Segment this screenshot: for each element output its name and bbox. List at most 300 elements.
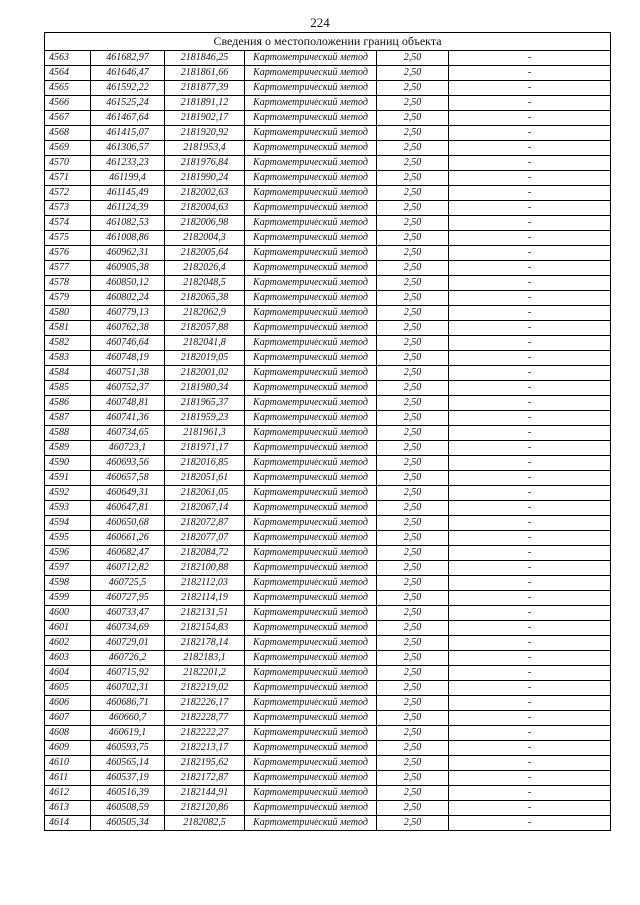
- note-cell: -: [449, 726, 611, 741]
- method-cell: Картометрический метод: [245, 636, 377, 651]
- x-coordinate-cell: 460508,59: [91, 801, 165, 816]
- y-coordinate-cell: 2182084,72: [165, 546, 245, 561]
- x-coordinate-cell: 460619,1: [91, 726, 165, 741]
- accuracy-cell: 2,50: [377, 516, 449, 531]
- y-coordinate-cell: 2182026,4: [165, 261, 245, 276]
- point-number-cell: 4589: [45, 441, 91, 456]
- x-coordinate-cell: 460850,12: [91, 276, 165, 291]
- y-coordinate-cell: 2182082,5: [165, 816, 245, 831]
- point-number-cell: 4595: [45, 531, 91, 546]
- table-row: [45, 276, 611, 291]
- accuracy-cell: 2,50: [377, 411, 449, 426]
- y-coordinate-cell: 2182077,07: [165, 531, 245, 546]
- accuracy-cell: 2,50: [377, 366, 449, 381]
- x-coordinate-cell: 460726,2: [91, 651, 165, 666]
- accuracy-cell: 2,50: [377, 756, 449, 771]
- table-caption: Сведения о местоположении границ объекта: [45, 33, 611, 51]
- y-coordinate-cell: 2182051,61: [165, 471, 245, 486]
- method-cell: Картометрический метод: [245, 411, 377, 426]
- accuracy-cell: 2,50: [377, 156, 449, 171]
- x-coordinate-cell: 460647,81: [91, 501, 165, 516]
- note-cell: -: [449, 621, 611, 636]
- y-coordinate-cell: 2182195,62: [165, 756, 245, 771]
- accuracy-cell: 2,50: [377, 171, 449, 186]
- y-coordinate-cell: 2181902,17: [165, 111, 245, 126]
- x-coordinate-cell: 460725,5: [91, 576, 165, 591]
- y-coordinate-cell: 2182201,2: [165, 666, 245, 681]
- x-coordinate-cell: 461145,49: [91, 186, 165, 201]
- table-row: [45, 201, 611, 216]
- accuracy-cell: 2,50: [377, 51, 449, 66]
- y-coordinate-cell: 2182178,14: [165, 636, 245, 651]
- y-coordinate-cell: 2182172,87: [165, 771, 245, 786]
- note-cell: -: [449, 276, 611, 291]
- y-coordinate-cell: 2182100,88: [165, 561, 245, 576]
- method-cell: Картометрический метод: [245, 456, 377, 471]
- method-cell: Картометрический метод: [245, 546, 377, 561]
- point-number-cell: 4566: [45, 96, 91, 111]
- table-row: [45, 636, 611, 651]
- x-coordinate-cell: 461082,53: [91, 216, 165, 231]
- accuracy-cell: 2,50: [377, 186, 449, 201]
- x-coordinate-cell: 460593,75: [91, 741, 165, 756]
- table-row: [45, 516, 611, 531]
- note-cell: -: [449, 516, 611, 531]
- x-coordinate-cell: 460751,38: [91, 366, 165, 381]
- point-number-cell: 4565: [45, 81, 91, 96]
- table-row: [45, 336, 611, 351]
- y-coordinate-cell: 2181959,23: [165, 411, 245, 426]
- table-row: [45, 696, 611, 711]
- y-coordinate-cell: 2182067,14: [165, 501, 245, 516]
- point-number-cell: 4600: [45, 606, 91, 621]
- note-cell: -: [449, 741, 611, 756]
- table-row: [45, 816, 611, 831]
- x-coordinate-cell: 460752,37: [91, 381, 165, 396]
- method-cell: Картометрический метод: [245, 366, 377, 381]
- method-cell: Картометрический метод: [245, 216, 377, 231]
- method-cell: Картометрический метод: [245, 141, 377, 156]
- table-row: [45, 501, 611, 516]
- accuracy-cell: 2,50: [377, 141, 449, 156]
- note-cell: -: [449, 336, 611, 351]
- note-cell: -: [449, 486, 611, 501]
- table-row: [45, 771, 611, 786]
- point-number-cell: 4569: [45, 141, 91, 156]
- table-row: [45, 576, 611, 591]
- note-cell: -: [449, 201, 611, 216]
- y-coordinate-cell: 2182002,63: [165, 186, 245, 201]
- y-coordinate-cell: 2182112,03: [165, 576, 245, 591]
- note-cell: -: [449, 51, 611, 66]
- point-number-cell: 4598: [45, 576, 91, 591]
- x-coordinate-cell: 460741,36: [91, 411, 165, 426]
- y-coordinate-cell: 2181980,34: [165, 381, 245, 396]
- y-coordinate-cell: 2181976,84: [165, 156, 245, 171]
- method-cell: Картометрический метод: [245, 156, 377, 171]
- table-row: [45, 711, 611, 726]
- table-row: [45, 456, 611, 471]
- point-number-cell: 4580: [45, 306, 91, 321]
- table-row: [45, 291, 611, 306]
- y-coordinate-cell: 2182041,8: [165, 336, 245, 351]
- note-cell: -: [449, 351, 611, 366]
- note-cell: -: [449, 231, 611, 246]
- point-number-cell: 4586: [45, 396, 91, 411]
- x-coordinate-cell: 460693,56: [91, 456, 165, 471]
- x-coordinate-cell: 461525,24: [91, 96, 165, 111]
- point-number-cell: 4605: [45, 681, 91, 696]
- y-coordinate-cell: 2181953,4: [165, 141, 245, 156]
- method-cell: Картометрический метод: [245, 96, 377, 111]
- x-coordinate-cell: 460802,24: [91, 291, 165, 306]
- note-cell: -: [449, 801, 611, 816]
- point-number-cell: 4603: [45, 651, 91, 666]
- accuracy-cell: 2,50: [377, 276, 449, 291]
- y-coordinate-cell: 2182061,05: [165, 486, 245, 501]
- accuracy-cell: 2,50: [377, 306, 449, 321]
- table-row: [45, 81, 611, 96]
- note-cell: -: [449, 681, 611, 696]
- accuracy-cell: 2,50: [377, 666, 449, 681]
- point-number-cell: 4584: [45, 366, 91, 381]
- x-coordinate-cell: 460734,69: [91, 621, 165, 636]
- table-row: [45, 186, 611, 201]
- method-cell: Картометрический метод: [245, 381, 377, 396]
- note-cell: -: [449, 456, 611, 471]
- y-coordinate-cell: 2182019,05: [165, 351, 245, 366]
- table-row: [45, 261, 611, 276]
- table-row: [45, 246, 611, 261]
- method-cell: Картометрический метод: [245, 606, 377, 621]
- y-coordinate-cell: 2182004,63: [165, 201, 245, 216]
- accuracy-cell: 2,50: [377, 696, 449, 711]
- note-cell: -: [449, 156, 611, 171]
- table-row: [45, 546, 611, 561]
- note-cell: -: [449, 96, 611, 111]
- x-coordinate-cell: 460723,1: [91, 441, 165, 456]
- accuracy-cell: 2,50: [377, 531, 449, 546]
- table-row: [45, 741, 611, 756]
- point-number-cell: 4594: [45, 516, 91, 531]
- boundary-coordinates-table: [44, 32, 611, 831]
- accuracy-cell: 2,50: [377, 501, 449, 516]
- x-coordinate-cell: 460734,65: [91, 426, 165, 441]
- table-row: [45, 756, 611, 771]
- accuracy-cell: 2,50: [377, 351, 449, 366]
- method-cell: Картометрический метод: [245, 531, 377, 546]
- table-row: [45, 651, 611, 666]
- method-cell: Картометрический метод: [245, 66, 377, 81]
- point-number-cell: 4571: [45, 171, 91, 186]
- point-number-cell: 4568: [45, 126, 91, 141]
- y-coordinate-cell: 2182144,91: [165, 786, 245, 801]
- note-cell: -: [449, 126, 611, 141]
- method-cell: Картометрический метод: [245, 186, 377, 201]
- table-row: [45, 126, 611, 141]
- note-cell: -: [449, 606, 611, 621]
- note-cell: -: [449, 411, 611, 426]
- method-cell: Картометрический метод: [245, 486, 377, 501]
- table-row: [45, 351, 611, 366]
- table-row: [45, 591, 611, 606]
- x-coordinate-cell: 460779,13: [91, 306, 165, 321]
- accuracy-cell: 2,50: [377, 771, 449, 786]
- y-coordinate-cell: 2182114,19: [165, 591, 245, 606]
- point-number-cell: 4563: [45, 51, 91, 66]
- y-coordinate-cell: 2181971,17: [165, 441, 245, 456]
- point-number-cell: 4581: [45, 321, 91, 336]
- point-number-cell: 4609: [45, 741, 91, 756]
- method-cell: Картометрический метод: [245, 306, 377, 321]
- note-cell: -: [449, 141, 611, 156]
- accuracy-cell: 2,50: [377, 441, 449, 456]
- note-cell: -: [449, 216, 611, 231]
- accuracy-cell: 2,50: [377, 816, 449, 831]
- method-cell: Картометрический метод: [245, 756, 377, 771]
- note-cell: -: [449, 666, 611, 681]
- point-number-cell: 4604: [45, 666, 91, 681]
- method-cell: Картометрический метод: [245, 426, 377, 441]
- point-number-cell: 4602: [45, 636, 91, 651]
- x-coordinate-cell: 460733,47: [91, 606, 165, 621]
- x-coordinate-cell: 460657,58: [91, 471, 165, 486]
- x-coordinate-cell: 460962,31: [91, 246, 165, 261]
- table-row: [45, 561, 611, 576]
- note-cell: -: [449, 426, 611, 441]
- point-number-cell: 4572: [45, 186, 91, 201]
- point-number-cell: 4613: [45, 801, 91, 816]
- note-cell: -: [449, 816, 611, 831]
- method-cell: Картометрический метод: [245, 681, 377, 696]
- point-number-cell: 4597: [45, 561, 91, 576]
- point-number-cell: 4587: [45, 411, 91, 426]
- accuracy-cell: 2,50: [377, 201, 449, 216]
- x-coordinate-cell: 460748,19: [91, 351, 165, 366]
- note-cell: -: [449, 636, 611, 651]
- x-coordinate-cell: 460748,81: [91, 396, 165, 411]
- y-coordinate-cell: 2182154,83: [165, 621, 245, 636]
- y-coordinate-cell: 2181846,25: [165, 51, 245, 66]
- x-coordinate-cell: 460746,64: [91, 336, 165, 351]
- method-cell: Картометрический метод: [245, 621, 377, 636]
- note-cell: -: [449, 261, 611, 276]
- note-cell: -: [449, 66, 611, 81]
- point-number-cell: 4567: [45, 111, 91, 126]
- y-coordinate-cell: 2182226,17: [165, 696, 245, 711]
- point-number-cell: 4570: [45, 156, 91, 171]
- accuracy-cell: 2,50: [377, 636, 449, 651]
- x-coordinate-cell: 461199,4: [91, 171, 165, 186]
- y-coordinate-cell: 2182048,5: [165, 276, 245, 291]
- y-coordinate-cell: 2182183,1: [165, 651, 245, 666]
- x-coordinate-cell: 460712,82: [91, 561, 165, 576]
- y-coordinate-cell: 2182228,77: [165, 711, 245, 726]
- method-cell: Картометрический метод: [245, 651, 377, 666]
- point-number-cell: 4579: [45, 291, 91, 306]
- point-number-cell: 4573: [45, 201, 91, 216]
- point-number-cell: 4606: [45, 696, 91, 711]
- note-cell: -: [449, 396, 611, 411]
- point-number-cell: 4577: [45, 261, 91, 276]
- y-coordinate-cell: 2181891,12: [165, 96, 245, 111]
- method-cell: Картометрический метод: [245, 126, 377, 141]
- x-coordinate-cell: 460762,38: [91, 321, 165, 336]
- accuracy-cell: 2,50: [377, 726, 449, 741]
- method-cell: Картометрический метод: [245, 201, 377, 216]
- point-number-cell: 4575: [45, 231, 91, 246]
- table-row: [45, 786, 611, 801]
- point-number-cell: 4591: [45, 471, 91, 486]
- y-coordinate-cell: 2182004,3: [165, 231, 245, 246]
- y-coordinate-cell: 2182219,02: [165, 681, 245, 696]
- accuracy-cell: 2,50: [377, 606, 449, 621]
- table-row: [45, 66, 611, 81]
- point-number-cell: 4582: [45, 336, 91, 351]
- x-coordinate-cell: 461646,47: [91, 66, 165, 81]
- method-cell: Картометрический метод: [245, 291, 377, 306]
- accuracy-cell: 2,50: [377, 621, 449, 636]
- table-row: [45, 606, 611, 621]
- accuracy-cell: 2,50: [377, 291, 449, 306]
- x-coordinate-cell: 460505,34: [91, 816, 165, 831]
- accuracy-cell: 2,50: [377, 231, 449, 246]
- x-coordinate-cell: 461008,86: [91, 231, 165, 246]
- point-number-cell: 4599: [45, 591, 91, 606]
- x-coordinate-cell: 460905,38: [91, 261, 165, 276]
- method-cell: Картометрический метод: [245, 336, 377, 351]
- point-number-cell: 4564: [45, 66, 91, 81]
- y-coordinate-cell: 2181877,39: [165, 81, 245, 96]
- point-number-cell: 4574: [45, 216, 91, 231]
- y-coordinate-cell: 2182213,17: [165, 741, 245, 756]
- method-cell: Картометрический метод: [245, 666, 377, 681]
- y-coordinate-cell: 2182131,51: [165, 606, 245, 621]
- method-cell: Картометрический метод: [245, 771, 377, 786]
- table-row: [45, 471, 611, 486]
- accuracy-cell: 2,50: [377, 216, 449, 231]
- method-cell: Картометрический метод: [245, 471, 377, 486]
- accuracy-cell: 2,50: [377, 471, 449, 486]
- table-row: [45, 366, 611, 381]
- note-cell: -: [449, 696, 611, 711]
- method-cell: Картометрический метод: [245, 261, 377, 276]
- method-cell: Картометрический метод: [245, 576, 377, 591]
- point-number-cell: 4608: [45, 726, 91, 741]
- accuracy-cell: 2,50: [377, 651, 449, 666]
- y-coordinate-cell: 2182057,88: [165, 321, 245, 336]
- table-row: [45, 801, 611, 816]
- point-number-cell: 4596: [45, 546, 91, 561]
- x-coordinate-cell: 460565,14: [91, 756, 165, 771]
- note-cell: -: [449, 291, 611, 306]
- table-row: [45, 96, 611, 111]
- x-coordinate-cell: 460702,31: [91, 681, 165, 696]
- y-coordinate-cell: 2182005,64: [165, 246, 245, 261]
- note-cell: -: [449, 186, 611, 201]
- point-number-cell: 4588: [45, 426, 91, 441]
- y-coordinate-cell: 2182016,85: [165, 456, 245, 471]
- x-coordinate-cell: 460537,19: [91, 771, 165, 786]
- point-number-cell: 4583: [45, 351, 91, 366]
- table-row: [45, 111, 611, 126]
- table-row: [45, 681, 611, 696]
- method-cell: Картометрический метод: [245, 741, 377, 756]
- note-cell: -: [449, 531, 611, 546]
- y-coordinate-cell: 2181990,24: [165, 171, 245, 186]
- method-cell: Картометрический метод: [245, 711, 377, 726]
- note-cell: -: [449, 591, 611, 606]
- accuracy-cell: 2,50: [377, 111, 449, 126]
- point-number-cell: 4607: [45, 711, 91, 726]
- method-cell: Картометрический метод: [245, 786, 377, 801]
- table-row: [45, 666, 611, 681]
- method-cell: Картометрический метод: [245, 81, 377, 96]
- x-coordinate-cell: 460715,92: [91, 666, 165, 681]
- note-cell: -: [449, 111, 611, 126]
- y-coordinate-cell: 2182065,38: [165, 291, 245, 306]
- table-row: [45, 486, 611, 501]
- table-row: [45, 621, 611, 636]
- y-coordinate-cell: 2182120,86: [165, 801, 245, 816]
- method-cell: Картометрический метод: [245, 321, 377, 336]
- x-coordinate-cell: 460682,47: [91, 546, 165, 561]
- accuracy-cell: 2,50: [377, 681, 449, 696]
- y-coordinate-cell: 2181961,3: [165, 426, 245, 441]
- x-coordinate-cell: 461306,57: [91, 141, 165, 156]
- point-number-cell: 4611: [45, 771, 91, 786]
- method-cell: Картометрический метод: [245, 801, 377, 816]
- x-coordinate-cell: 460661,26: [91, 531, 165, 546]
- table-row: [45, 231, 611, 246]
- method-cell: Картометрический метод: [245, 111, 377, 126]
- y-coordinate-cell: 2181965,37: [165, 396, 245, 411]
- x-coordinate-cell: 460660,7: [91, 711, 165, 726]
- method-cell: Картометрический метод: [245, 696, 377, 711]
- note-cell: -: [449, 576, 611, 591]
- x-coordinate-cell: 461592,22: [91, 81, 165, 96]
- point-number-cell: 4576: [45, 246, 91, 261]
- table-row: [45, 726, 611, 741]
- method-cell: Картометрический метод: [245, 816, 377, 831]
- accuracy-cell: 2,50: [377, 576, 449, 591]
- y-coordinate-cell: 2182222,27: [165, 726, 245, 741]
- point-number-cell: 4601: [45, 621, 91, 636]
- table-row: [45, 51, 611, 66]
- method-cell: Картометрический метод: [245, 726, 377, 741]
- table-row: [45, 321, 611, 336]
- point-number-cell: 4585: [45, 381, 91, 396]
- point-number-cell: 4592: [45, 486, 91, 501]
- point-number-cell: 4590: [45, 456, 91, 471]
- accuracy-cell: 2,50: [377, 396, 449, 411]
- accuracy-cell: 2,50: [377, 591, 449, 606]
- accuracy-cell: 2,50: [377, 546, 449, 561]
- accuracy-cell: 2,50: [377, 96, 449, 111]
- table-row: [45, 531, 611, 546]
- accuracy-cell: 2,50: [377, 261, 449, 276]
- y-coordinate-cell: 2181920,92: [165, 126, 245, 141]
- note-cell: -: [449, 756, 611, 771]
- note-cell: -: [449, 786, 611, 801]
- note-cell: -: [449, 771, 611, 786]
- x-coordinate-cell: 461124,39: [91, 201, 165, 216]
- y-coordinate-cell: 2182062,9: [165, 306, 245, 321]
- table-row: [45, 141, 611, 156]
- accuracy-cell: 2,50: [377, 126, 449, 141]
- x-coordinate-cell: 460727,95: [91, 591, 165, 606]
- accuracy-cell: 2,50: [377, 81, 449, 96]
